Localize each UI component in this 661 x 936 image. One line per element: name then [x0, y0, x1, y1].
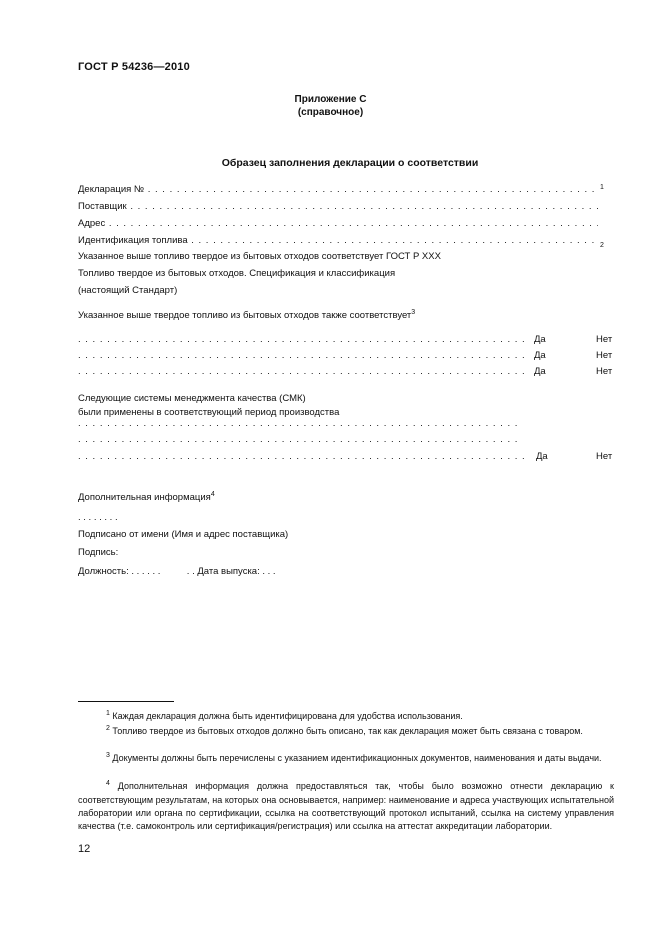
signed-on-behalf: Подписано от имени (Имя и адрес поставщика)	[78, 529, 289, 540]
footnote-ref-2: 2	[600, 242, 604, 249]
yes-label: Да	[534, 366, 546, 377]
additional-info: Дополнительная информация$^4$	[78, 491, 215, 503]
document-title: Образец заполнения декларации о соответствии	[221, 157, 479, 169]
fuel-id-field: Идентификация топлива . . .	[78, 235, 598, 246]
no-label: Нет	[596, 451, 613, 462]
yes-label: Да	[534, 350, 546, 361]
standard-header: ГОСТ Р 54236—2010	[78, 61, 190, 73]
yes-label: Да	[534, 334, 546, 345]
conformity-line-2: Топливо твердое из бытовых отходов. Спецификация и классификация	[78, 268, 396, 279]
footnote-4: $^4$ Дополнительная информация должна предоставляться так, чтобы было возможно отнести декларацию к соответствующим результатам, на которых она основывается, например: наименование и адреса участвующих испытательной лаборатории или органа по сертификации, ссылка на соответствующий протокол испытаний, ссылка на систему управления качества (т.е. самоконтроль или сертификация/регистрация) или ссылка на аттестат аккредитации лаборатории.	[78, 780, 614, 831]
footnote-1: $^1$ Каждая декларация должна быть идентифицирована для удобства использования.	[106, 710, 463, 721]
also-conforms: Указанное выше твердое топливо из бытовых отходов также соответствует$^3$	[78, 309, 416, 321]
no-label: Нет	[596, 334, 613, 345]
declaration-field: Декларация № . . .	[78, 184, 598, 195]
qms-line-1: Следующие системы менеджмента качества (СМК)	[78, 393, 306, 404]
conformity-row-2	[78, 350, 530, 361]
qms-line-2: были применены в соответствующий период производства	[78, 407, 340, 418]
conformity-row-1	[78, 334, 530, 345]
footnote-2: $^2$ Топливо твердое из бытовых отходов должно быть описано, так как декларация может быть связана с товаром.	[106, 725, 583, 736]
qms-row-1	[78, 418, 518, 429]
appendix-title: Приложение С	[294, 94, 367, 105]
footnote-divider	[78, 701, 174, 702]
conformity-line-3: (настоящий Стандарт)	[78, 285, 178, 296]
address-field: Адрес . . .	[78, 218, 598, 229]
appendix-subtitle: (справочное)	[297, 107, 364, 118]
page-number: 12	[78, 843, 91, 855]
additional-info-dots: . . . . . . . .	[78, 512, 118, 523]
footnote-ref-1: 1	[600, 184, 604, 191]
qms-row-3	[78, 451, 524, 462]
signature-label: Подпись:	[78, 547, 119, 558]
conformity-line-1: Указанное выше топливо твердое из бытовых отходов соответствует ГОСТ Р ХХХ	[78, 251, 441, 262]
footnote-3: $^3$ Документы должны быть перечислены с указанием идентификационных документов, наименования и даты выдачи.	[106, 752, 602, 763]
no-label: Нет	[596, 350, 613, 361]
position-date-line: Должность: . . . . . . . . Дата выпуска: . . .	[78, 566, 276, 577]
supplier-field: Поставщик . . .	[78, 201, 598, 212]
no-label: Нет	[596, 366, 613, 377]
conformity-row-3	[78, 366, 530, 377]
qms-row-2	[78, 434, 518, 445]
yes-label: Да	[536, 451, 548, 462]
